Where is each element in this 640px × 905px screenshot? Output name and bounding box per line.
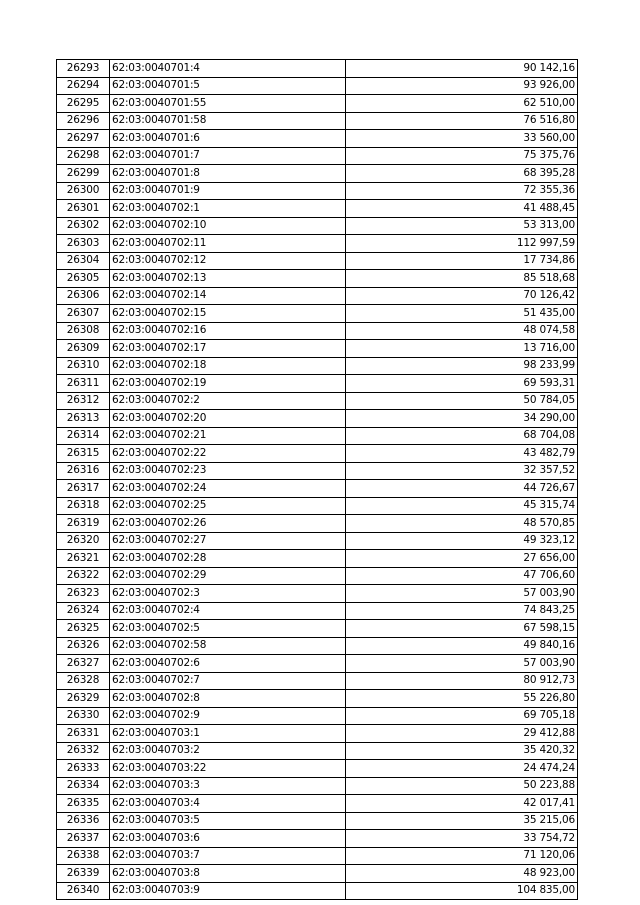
cadastral-number-cell: 62:03:0040702:25 [110, 497, 346, 515]
row-number-cell: 26304 [57, 252, 110, 270]
table-row [57, 165, 578, 183]
cadastral-number-cell: 62:03:0040702:6 [110, 655, 346, 673]
row-number-cell: 26299 [57, 165, 110, 183]
value-cell: 68 395,28 [346, 165, 578, 183]
row-number-cell: 26329 [57, 690, 110, 708]
table-row [57, 865, 578, 883]
value-cell: 51 435,00 [346, 305, 578, 323]
value-cell: 29 412,88 [346, 725, 578, 743]
row-number-cell: 26318 [57, 497, 110, 515]
cadastral-number-cell: 62:03:0040701:9 [110, 182, 346, 200]
value-cell: 45 315,74 [346, 497, 578, 515]
cadastral-number-cell: 62:03:0040703:8 [110, 865, 346, 883]
cadastral-number-cell: 62:03:0040702:27 [110, 532, 346, 550]
table-row [57, 707, 578, 725]
cadastral-number-cell: 62:03:0040701:55 [110, 95, 346, 113]
value-cell: 41 488,45 [346, 200, 578, 218]
row-number-cell: 26302 [57, 217, 110, 235]
value-cell: 34 290,00 [346, 410, 578, 428]
table-row [57, 427, 578, 445]
cadastral-number-cell: 62:03:0040702:13 [110, 270, 346, 288]
row-number-cell: 26317 [57, 480, 110, 498]
row-number-cell: 26337 [57, 830, 110, 848]
row-number-cell: 26293 [57, 60, 110, 78]
cadastral-number-cell: 62:03:0040702:3 [110, 585, 346, 603]
value-cell: 35 420,32 [346, 742, 578, 760]
row-number-cell: 26311 [57, 375, 110, 393]
cadastral-number-cell: 62:03:0040702:20 [110, 410, 346, 428]
cadastral-number-cell: 62:03:0040702:4 [110, 602, 346, 620]
cadastral-number-cell: 62:03:0040703:7 [110, 847, 346, 865]
cadastral-number-cell: 62:03:0040702:17 [110, 340, 346, 358]
cadastral-number-cell: 62:03:0040701:58 [110, 112, 346, 130]
cadastral-number-cell: 62:03:0040702:21 [110, 427, 346, 445]
value-cell: 17 734,86 [346, 252, 578, 270]
table-row [57, 235, 578, 253]
value-cell: 74 843,25 [346, 602, 578, 620]
cadastral-number-cell: 62:03:0040702:10 [110, 217, 346, 235]
table-row [57, 77, 578, 95]
value-cell: 35 215,06 [346, 812, 578, 830]
value-cell: 49 323,12 [346, 532, 578, 550]
cadastral-number-cell: 62:03:0040702:15 [110, 305, 346, 323]
row-number-cell: 26331 [57, 725, 110, 743]
row-number-cell: 26320 [57, 532, 110, 550]
table-row [57, 200, 578, 218]
cadastral-number-cell: 62:03:0040703:3 [110, 777, 346, 795]
value-cell: 32 357,52 [346, 462, 578, 480]
value-cell: 48 923,00 [346, 865, 578, 883]
table-row [57, 305, 578, 323]
row-number-cell: 26324 [57, 602, 110, 620]
table-row [57, 270, 578, 288]
table-row [57, 497, 578, 515]
table-row [57, 392, 578, 410]
cadastral-number-cell: 62:03:0040702:2 [110, 392, 346, 410]
table-row [57, 445, 578, 463]
value-cell: 50 784,05 [346, 392, 578, 410]
cadastral-number-cell: 62:03:0040703:5 [110, 812, 346, 830]
value-cell: 85 518,68 [346, 270, 578, 288]
row-number-cell: 26294 [57, 77, 110, 95]
row-number-cell: 26334 [57, 777, 110, 795]
table-row [57, 847, 578, 865]
table-row [57, 882, 578, 900]
cadastral-number-cell: 62:03:0040701:8 [110, 165, 346, 183]
row-number-cell: 26332 [57, 742, 110, 760]
row-number-cell: 26312 [57, 392, 110, 410]
row-number-cell: 26307 [57, 305, 110, 323]
value-cell: 33 560,00 [346, 130, 578, 148]
row-number-cell: 26296 [57, 112, 110, 130]
row-number-cell: 26309 [57, 340, 110, 358]
row-number-cell: 26330 [57, 707, 110, 725]
cadastral-number-cell: 62:03:0040702:18 [110, 357, 346, 375]
value-cell: 48 570,85 [346, 515, 578, 533]
cadastral-number-cell: 62:03:0040703:9 [110, 882, 346, 900]
row-number-cell: 26314 [57, 427, 110, 445]
value-cell: 72 355,36 [346, 182, 578, 200]
row-number-cell: 26297 [57, 130, 110, 148]
value-cell: 33 754,72 [346, 830, 578, 848]
table-row [57, 60, 578, 78]
row-number-cell: 26338 [57, 847, 110, 865]
row-number-cell: 26306 [57, 287, 110, 305]
table-row [57, 742, 578, 760]
row-number-cell: 26321 [57, 550, 110, 568]
row-number-cell: 26300 [57, 182, 110, 200]
cadastral-number-cell: 62:03:0040702:16 [110, 322, 346, 340]
cadastral-number-cell: 62:03:0040702:28 [110, 550, 346, 568]
value-cell: 76 516,80 [346, 112, 578, 130]
table-row [57, 112, 578, 130]
row-number-cell: 26310 [57, 357, 110, 375]
table-row [57, 567, 578, 585]
cadastral-number-cell: 62:03:0040702:14 [110, 287, 346, 305]
cadastral-number-cell: 62:03:0040703:1 [110, 725, 346, 743]
cadastral-number-cell: 62:03:0040702:58 [110, 637, 346, 655]
table-row [57, 602, 578, 620]
value-cell: 69 593,31 [346, 375, 578, 393]
table-row [57, 550, 578, 568]
value-cell: 27 656,00 [346, 550, 578, 568]
cadastral-value-table [56, 59, 578, 900]
row-number-cell: 26301 [57, 200, 110, 218]
value-cell: 44 726,67 [346, 480, 578, 498]
table-row [57, 217, 578, 235]
value-cell: 50 223,88 [346, 777, 578, 795]
table-row [57, 147, 578, 165]
cadastral-number-cell: 62:03:0040702:12 [110, 252, 346, 270]
value-cell: 49 840,16 [346, 637, 578, 655]
cadastral-number-cell: 62:03:0040702:23 [110, 462, 346, 480]
cadastral-number-cell: 62:03:0040703:4 [110, 795, 346, 813]
cadastral-number-cell: 62:03:0040701:4 [110, 60, 346, 78]
row-number-cell: 26328 [57, 672, 110, 690]
cadastral-number-cell: 62:03:0040703:22 [110, 760, 346, 778]
value-cell: 98 233,99 [346, 357, 578, 375]
value-cell: 75 375,76 [346, 147, 578, 165]
table-row [57, 637, 578, 655]
value-cell: 67 598,15 [346, 620, 578, 638]
row-number-cell: 26333 [57, 760, 110, 778]
cadastral-number-cell: 62:03:0040702:1 [110, 200, 346, 218]
value-cell: 90 142,16 [346, 60, 578, 78]
table-row [57, 777, 578, 795]
cadastral-number-cell: 62:03:0040702:8 [110, 690, 346, 708]
table-body [57, 60, 578, 900]
row-number-cell: 26303 [57, 235, 110, 253]
value-cell: 43 482,79 [346, 445, 578, 463]
value-cell: 47 706,60 [346, 567, 578, 585]
cadastral-number-cell: 62:03:0040701:6 [110, 130, 346, 148]
value-cell: 13 716,00 [346, 340, 578, 358]
row-number-cell: 26339 [57, 865, 110, 883]
table-row [57, 130, 578, 148]
table-row [57, 410, 578, 428]
cadastral-number-cell: 62:03:0040702:29 [110, 567, 346, 585]
row-number-cell: 26335 [57, 795, 110, 813]
row-number-cell: 26316 [57, 462, 110, 480]
table-row [57, 182, 578, 200]
row-number-cell: 26315 [57, 445, 110, 463]
row-number-cell: 26326 [57, 637, 110, 655]
value-cell: 71 120,06 [346, 847, 578, 865]
value-cell: 112 997,59 [346, 235, 578, 253]
table-row [57, 287, 578, 305]
table-row [57, 690, 578, 708]
table-row [57, 830, 578, 848]
value-cell: 42 017,41 [346, 795, 578, 813]
cadastral-number-cell: 62:03:0040702:22 [110, 445, 346, 463]
cadastral-number-cell: 62:03:0040702:24 [110, 480, 346, 498]
value-cell: 48 074,58 [346, 322, 578, 340]
cadastral-number-cell: 62:03:0040703:2 [110, 742, 346, 760]
table-row [57, 515, 578, 533]
table-row [57, 480, 578, 498]
row-number-cell: 26327 [57, 655, 110, 673]
row-number-cell: 26336 [57, 812, 110, 830]
table-row [57, 375, 578, 393]
table-row [57, 812, 578, 830]
table-row [57, 795, 578, 813]
cadastral-number-cell: 62:03:0040702:11 [110, 235, 346, 253]
table-row [57, 252, 578, 270]
value-cell: 57 003,90 [346, 585, 578, 603]
row-number-cell: 26319 [57, 515, 110, 533]
value-cell: 55 226,80 [346, 690, 578, 708]
row-number-cell: 26313 [57, 410, 110, 428]
row-number-cell: 26308 [57, 322, 110, 340]
table-row [57, 322, 578, 340]
table-row [57, 585, 578, 603]
table-row [57, 655, 578, 673]
value-cell: 57 003,90 [346, 655, 578, 673]
table-row [57, 532, 578, 550]
value-cell: 104 835,00 [346, 882, 578, 900]
cadastral-number-cell: 62:03:0040703:6 [110, 830, 346, 848]
table-row [57, 620, 578, 638]
value-cell: 93 926,00 [346, 77, 578, 95]
value-cell: 24 474,24 [346, 760, 578, 778]
cadastral-number-cell: 62:03:0040702:19 [110, 375, 346, 393]
table-row [57, 340, 578, 358]
value-cell: 68 704,08 [346, 427, 578, 445]
cadastral-number-cell: 62:03:0040701:7 [110, 147, 346, 165]
row-number-cell: 26340 [57, 882, 110, 900]
cadastral-number-cell: 62:03:0040702:26 [110, 515, 346, 533]
table-row [57, 462, 578, 480]
cadastral-number-cell: 62:03:0040702:7 [110, 672, 346, 690]
cadastral-number-cell: 62:03:0040701:5 [110, 77, 346, 95]
cadastral-number-cell: 62:03:0040702:5 [110, 620, 346, 638]
table-row [57, 357, 578, 375]
row-number-cell: 26305 [57, 270, 110, 288]
table-row [57, 725, 578, 743]
row-number-cell: 26295 [57, 95, 110, 113]
row-number-cell: 26322 [57, 567, 110, 585]
row-number-cell: 26298 [57, 147, 110, 165]
value-cell: 70 126,42 [346, 287, 578, 305]
value-cell: 80 912,73 [346, 672, 578, 690]
row-number-cell: 26325 [57, 620, 110, 638]
row-number-cell: 26323 [57, 585, 110, 603]
cadastral-number-cell: 62:03:0040702:9 [110, 707, 346, 725]
table-row [57, 760, 578, 778]
table-row [57, 672, 578, 690]
value-cell: 62 510,00 [346, 95, 578, 113]
value-cell: 69 705,18 [346, 707, 578, 725]
value-cell: 53 313,00 [346, 217, 578, 235]
table-row [57, 95, 578, 113]
